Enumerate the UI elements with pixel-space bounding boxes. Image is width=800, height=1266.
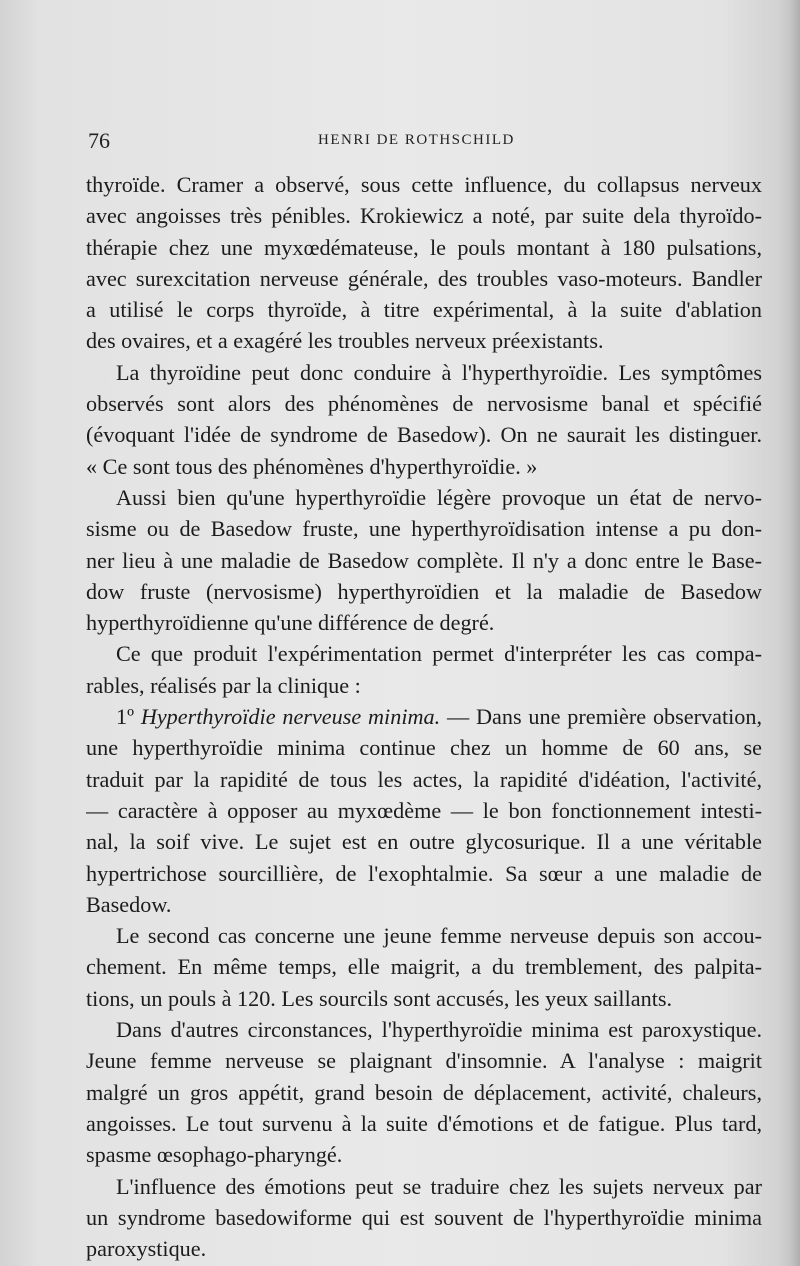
text-line-continuation: — Dans une première observation, (446, 704, 762, 730)
section-title: Hyperthyroïdie nerveuse minima. (140, 704, 441, 730)
text-line: — caractère à opposer au myxœdème — le bon fonctionnement intesti- (86, 797, 762, 823)
text-line: Dans d'autres circonstances, l'hyperthyroïdie minima est paroxystique. (116, 1017, 762, 1043)
text-line: La thyroïdine peut donc conduire à l'hyperthyroïdie. Les symptômes (116, 359, 762, 385)
text-line: spasme œsophago-pharyngé. (86, 1142, 343, 1168)
text-line: avec angoisses très pénibles. Krokiewicz a noté, par suite dela thyroïdo- (86, 203, 762, 229)
section-heading-line (86, 701, 762, 732)
text-line: sisme ou de Basedow fruste, une hyperthyroïdisation intense a pu don- (86, 516, 762, 542)
text-line: avec surexcitation nerveuse générale, des troubles vaso-moteurs. Bandler (86, 265, 762, 291)
text-line: une hyperthyroïdie minima continue chez un homme de 60 ans, se (86, 735, 762, 761)
text-line: Jeune femme nerveuse se plaignant d'insomnie. A l'analyse : maigrit (86, 1048, 762, 1074)
text-line: angoisses. Le tout survenu à la suite d'émotions et de fatigue. Plus tard, (86, 1110, 762, 1136)
text-line: ner lieu à une maladie de Basedow complète. Il n'y a donc entre le Base- (86, 547, 762, 573)
text-line: Basedow. (86, 891, 172, 917)
page-edge-shadow (778, 0, 800, 1266)
text-line: hypertrichose sourcillière, de l'exophtalmie. Sa sœur a une maladie de (86, 860, 762, 886)
page-number: 76 (88, 128, 110, 153)
text-line: (évoquant l'idée de syndrome de Basedow). On ne saurait les distinguer. (86, 422, 762, 448)
text-line: tions, un pouls à 120. Les sourcils sont accusés, les yeux saillants. (86, 985, 673, 1011)
text-line: nal, la soif vive. Le sujet est en outre glycosurique. Il a une véritable (86, 829, 762, 855)
text-line: Ce que produit l'expérimentation permet d'interpréter les cas compa- (116, 641, 762, 667)
text-line: Le second cas concerne une jeune femme nerveuse depuis son accou- (116, 923, 762, 949)
text-line: chement. En même temps, elle maigrit, a du tremblement, des palpita- (86, 954, 762, 980)
running-head: HENRI DE ROTHSCHILD (318, 132, 515, 148)
text-line: un syndrome basedowiforme qui est souvent de l'hyperthyroïdie minima (86, 1204, 762, 1230)
text-line: « Ce sont tous des phénomènes d'hyperthyroïdie. » (86, 453, 538, 479)
text-line: des ovaires, et a exagéré les troubles nerveux préexistants. (86, 328, 604, 354)
page-header (88, 128, 758, 156)
text-line: rables, réalisés par la clinique : (86, 672, 361, 698)
text-line: a utilisé le corps thyroïde, à titre expérimental, à la suite d'ablation (86, 297, 762, 323)
text-line: paroxystique. (86, 1236, 207, 1262)
text-line: dow fruste (nervosisme) hyperthyroïdien et la maladie de Basedow (86, 578, 762, 604)
text-line: L'influence des émotions peut se traduire chez les sujets nerveux par (116, 1173, 762, 1199)
section-number: 1º (116, 704, 134, 730)
text-line: traduit par la rapidité de tous les actes, la rapidité d'idéation, l'activité, (86, 766, 762, 792)
text-line: hyperthyroïdienne qu'une différence de degré. (86, 610, 495, 636)
text-line: observés sont alors des phénomènes de nervosisme banal et spécifié (86, 391, 762, 417)
text-line: thérapie chez une myxœdémateuse, le pouls montant à 180 pulsations, (86, 234, 762, 260)
text-line: malgré un gros appétit, grand besoin de déplacement, activité, chaleurs, (86, 1079, 762, 1105)
text-line: Aussi bien qu'une hyperthyroïdie légère provoque un état de nervo- (116, 484, 762, 510)
text-line: thyroïde. Cramer a observé, sous cette influence, du collapsus nerveux (86, 172, 762, 197)
page-body (86, 169, 762, 1264)
